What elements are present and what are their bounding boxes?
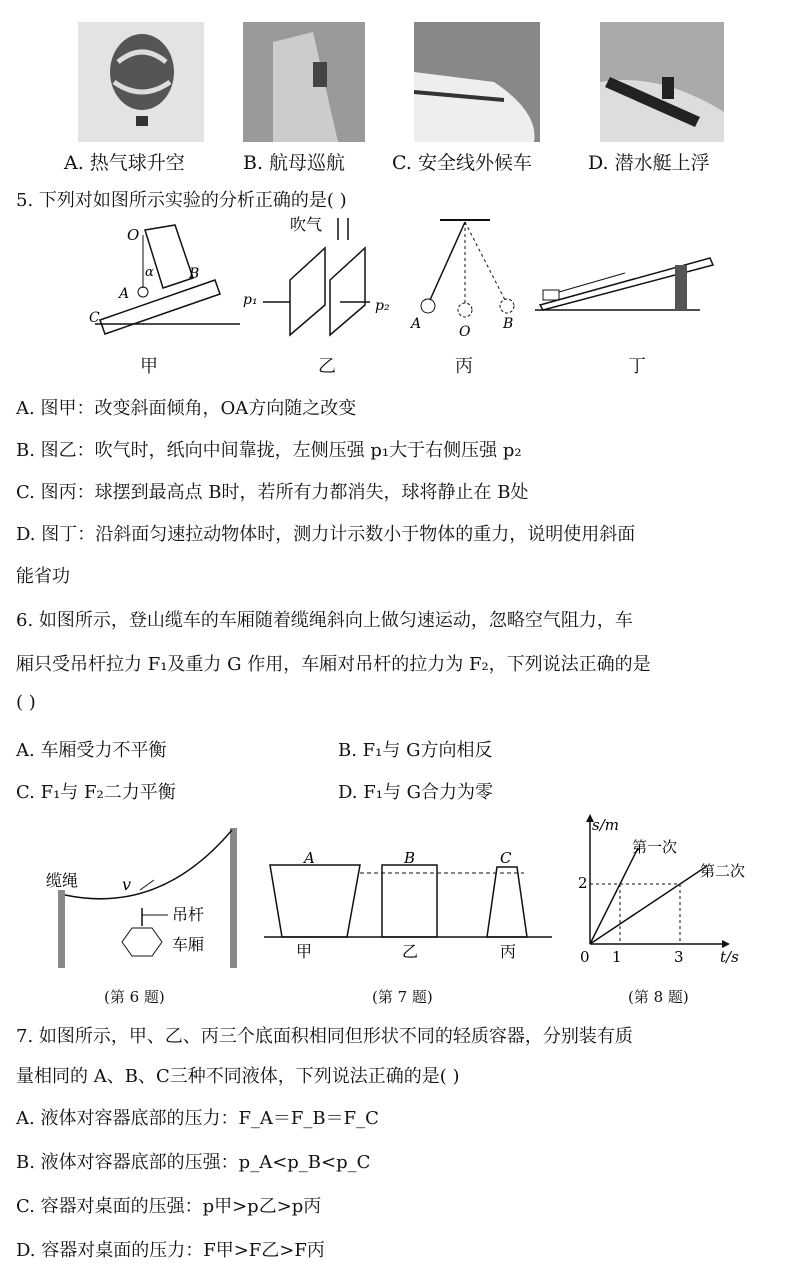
tick-x-3: 3	[674, 948, 684, 966]
container-yi-label: 乙	[402, 942, 419, 961]
svg-text:p₁: p₁	[243, 292, 258, 308]
svg-text:B: B	[503, 316, 514, 332]
svg-text:p₂: p₂	[375, 298, 390, 314]
q7-stem-2: 量相同的 A、B、C三种不同液体，下列说法正确的是( )	[16, 1066, 460, 1087]
x-axis-arrow	[722, 940, 730, 948]
q4-option-d: D. 潜水艇上浮	[588, 152, 710, 174]
aircraft-carrier-image	[243, 22, 365, 142]
car-label: 车厢	[172, 935, 205, 954]
q6-stem-1: 6. 如图所示，登山缆车的车厢随着缆绳斜向上做匀速运动，忽略空气阻力，车	[16, 610, 633, 631]
q6-caption: (第 6 题)	[104, 988, 165, 1006]
q5-option-a: A. 图甲：改变斜面倾角，OA方向随之改变	[16, 398, 357, 419]
q6-option-b: B. F₁与 G方向相反	[338, 740, 493, 761]
container-b-label: B	[404, 849, 416, 867]
series-1-label: 第一次	[632, 838, 678, 856]
container-bing-label: 丙	[500, 942, 517, 961]
chart-ylabel: s/m	[592, 816, 619, 834]
submarine-image	[600, 22, 724, 142]
fig-label-jia: 甲	[140, 356, 158, 377]
blow-label: 吹气	[290, 215, 323, 234]
q8-chart	[572, 812, 762, 982]
chart-xlabel: t/s	[720, 948, 739, 966]
v-label: v	[122, 875, 132, 894]
q4-option-a: A. 热气球升空	[64, 152, 185, 174]
svg-text:C: C	[89, 310, 100, 326]
q7-option-d: D. 容器对桌面的压力：F甲>F乙>F丙	[16, 1240, 325, 1261]
q5-option-d: D. 图丁：沿斜面匀速拉动物体时，测力计示数小于物体的重力，说明使用斜面	[16, 524, 636, 545]
q6-option-d: D. F₁与 G合力为零	[338, 782, 494, 803]
hot-air-balloon-image	[78, 22, 204, 142]
q5-option-c: C. 图丙：球摆到最高点 B时，若所有力都消失，球将静止在 B处	[16, 482, 529, 503]
high-speed-train-image	[414, 22, 540, 142]
svg-text:O: O	[127, 226, 140, 244]
fig-label-ding: 丁	[628, 356, 646, 377]
q4-option-b: B. 航母巡航	[243, 152, 346, 174]
q5-option-b: B. 图乙：吹气时，纸向中间靠拢，左侧压强 p₁大于右侧压强 p₂	[16, 440, 522, 461]
svg-text:α: α	[145, 265, 154, 280]
tick-x-0: 0	[580, 948, 590, 966]
tick-x-1: 1	[612, 948, 622, 966]
q6-stem-3: ( )	[16, 692, 36, 713]
svg-text:A: A	[411, 316, 422, 332]
q6-option-c: C. F₁与 F₂二力平衡	[16, 782, 176, 803]
svg-text:O: O	[459, 324, 471, 340]
q5-stem: 5. 下列对如图所示实验的分析正确的是( )	[16, 190, 347, 211]
tick-y-2: 2	[578, 874, 588, 892]
q7-caption: (第 7 题)	[372, 988, 433, 1006]
q7-option-a: A. 液体对容器底部的压力：F_A＝F_B＝F_C	[16, 1108, 379, 1129]
q6-stem-2: 厢只受吊杆拉力 F₁及重力 G 作用，车厢对吊杆的拉力为 F₂，下列说法正确的是	[16, 654, 651, 675]
series-2-label: 第二次	[700, 862, 746, 880]
q5-figures	[85, 210, 735, 340]
q8-caption: (第 8 题)	[628, 988, 689, 1006]
series-line-1	[590, 848, 638, 944]
q5-option-d-cont: 能省功	[16, 566, 70, 587]
rod-label: 吊杆	[172, 905, 205, 924]
svg-text:B: B	[189, 266, 200, 282]
q7-stem-1: 7. 如图所示，甲、乙、丙三个底面积相同但形状不同的轻质容器，分别装有质	[16, 1026, 633, 1047]
q7-figure	[262, 845, 557, 975]
series-line-2	[590, 866, 707, 944]
q7-option-b: B. 液体对容器底部的压强：p_A<p_B<p_C	[16, 1152, 371, 1173]
q6-option-a: A. 车厢受力不平衡	[16, 740, 167, 761]
q7-option-c: C. 容器对桌面的压强：p甲>p乙>p丙	[16, 1196, 322, 1217]
fig-label-bing: 丙	[455, 356, 473, 377]
rope-label: 缆绳	[46, 871, 79, 890]
fig-label-yi: 乙	[318, 356, 336, 377]
q4-option-c: C. 安全线外候车	[392, 152, 532, 174]
svg-text:A: A	[119, 286, 130, 302]
container-jia-label: 甲	[296, 942, 313, 961]
container-a-label: A	[304, 849, 315, 867]
q6-figure	[40, 820, 250, 980]
container-c-label: C	[500, 849, 512, 867]
